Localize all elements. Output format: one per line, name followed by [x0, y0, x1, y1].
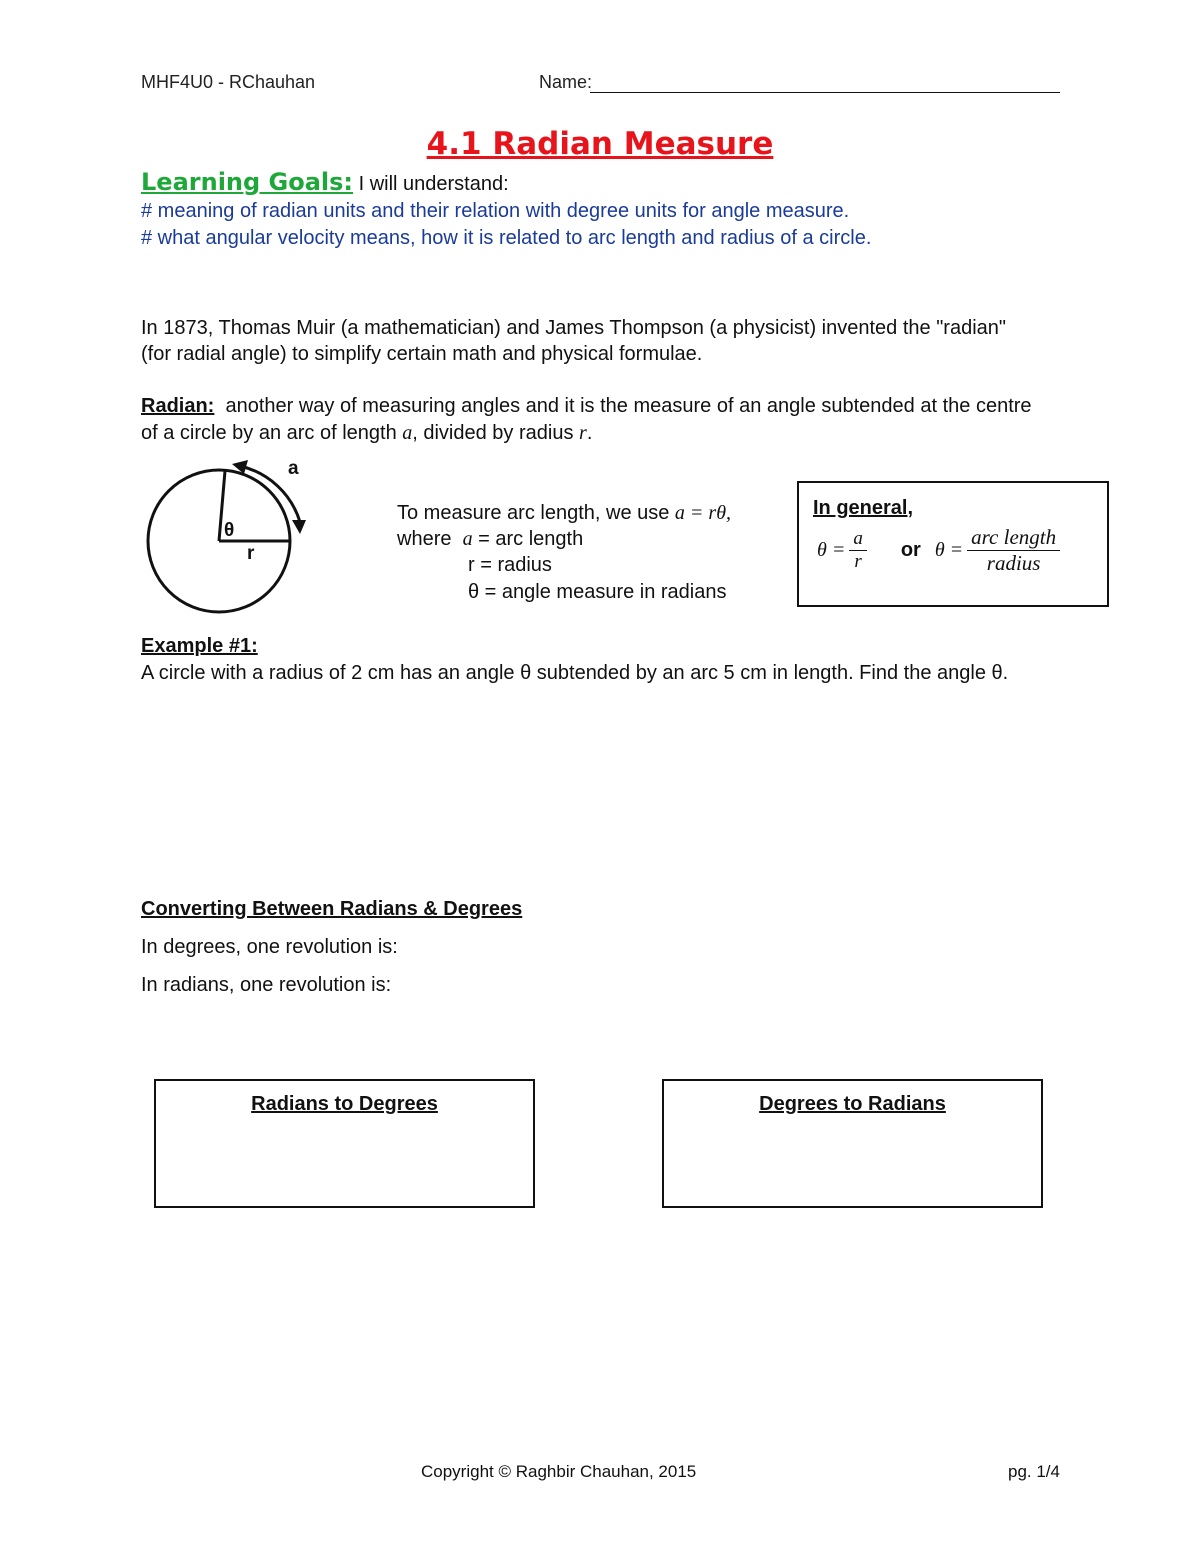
converting-heading: Converting Between Radians & Degrees	[141, 898, 523, 920]
name-label: Name:	[539, 72, 593, 92]
degrees-to-radians-heading: Degrees to Radians	[759, 1093, 946, 1115]
page-title: 4.1 Radian Measure	[426, 126, 774, 162]
history-line-1: In 1873, Thomas Muir (a mathematician) and James Thompson (a physicist) invented the "radian"	[141, 317, 1006, 339]
learning-goal-2: # what angular velocity means, how it is related to arc length and radius of a circle.	[141, 227, 872, 249]
history-line-2: (for radial angle) to simplify certain math and physical formulae.	[141, 343, 703, 365]
arc-info-line-1: To measure arc length, we use a = rθ,	[397, 502, 732, 524]
name-line	[590, 92, 1060, 93]
learning-goals-intro: I will understand:	[353, 173, 509, 195]
label-a: a	[288, 458, 299, 479]
label-r: r	[247, 543, 255, 564]
arc-arrowhead-end	[292, 520, 306, 534]
page-number: pg. 1/4	[1008, 1462, 1060, 1481]
learning-goals-heading: Learning Goals:	[141, 168, 354, 196]
arc-info-line-3: r = radius	[468, 554, 552, 576]
arc-info-line-2: where a = arc length	[397, 528, 584, 550]
copyright: Copyright © Raghbir Chauhan, 2015	[421, 1462, 697, 1481]
or-word: or	[900, 539, 921, 561]
radian-circle-diagram	[140, 450, 320, 625]
label-theta: θ	[224, 520, 235, 541]
radian-term: Radian:	[141, 395, 215, 417]
general-formula: θ = $\frac{a}{r}$ or θ = $\frac{\text{arc length}}{\text{radius}}$	[817, 525, 1060, 576]
radians-to-degrees-box	[154, 1079, 535, 1208]
radians-to-degrees-heading: Radians to Degrees	[251, 1093, 438, 1115]
in-general-heading: In general,	[813, 497, 914, 519]
learning-goals	[141, 168, 509, 197]
example-1-heading: Example #1:	[141, 635, 258, 657]
converting-degrees-line: In degrees, one revolution is:	[141, 936, 398, 958]
arc-info-line-4: θ = angle measure in radians	[468, 581, 727, 603]
radian-definition-line-1: Radian: another way of measuring angles and it is the measure of an angle subtended at the centre	[141, 395, 1032, 417]
in-general-box	[797, 481, 1109, 607]
converting-radians-line: In radians, one revolution is:	[141, 974, 392, 996]
degrees-to-radians-box	[662, 1079, 1043, 1208]
example-1-text: A circle with a radius of 2 cm has an angle θ subtended by an arc 5 cm in length. Find the angle θ.	[141, 662, 1009, 684]
fraction-arc-over-radius: $\frac{\text{arc length}}{\text{radius}}$	[967, 525, 1060, 576]
course-header: MHF4U0 - RChauhan	[141, 72, 316, 92]
radian-definition-line-2: of a circle by an arc of length a, divided by radius r.	[141, 422, 593, 444]
fraction-a-over-r: $\frac{a}{r}$	[849, 528, 867, 573]
learning-goal-1: # meaning of radian units and their relation with degree units for angle measure.	[141, 200, 850, 222]
